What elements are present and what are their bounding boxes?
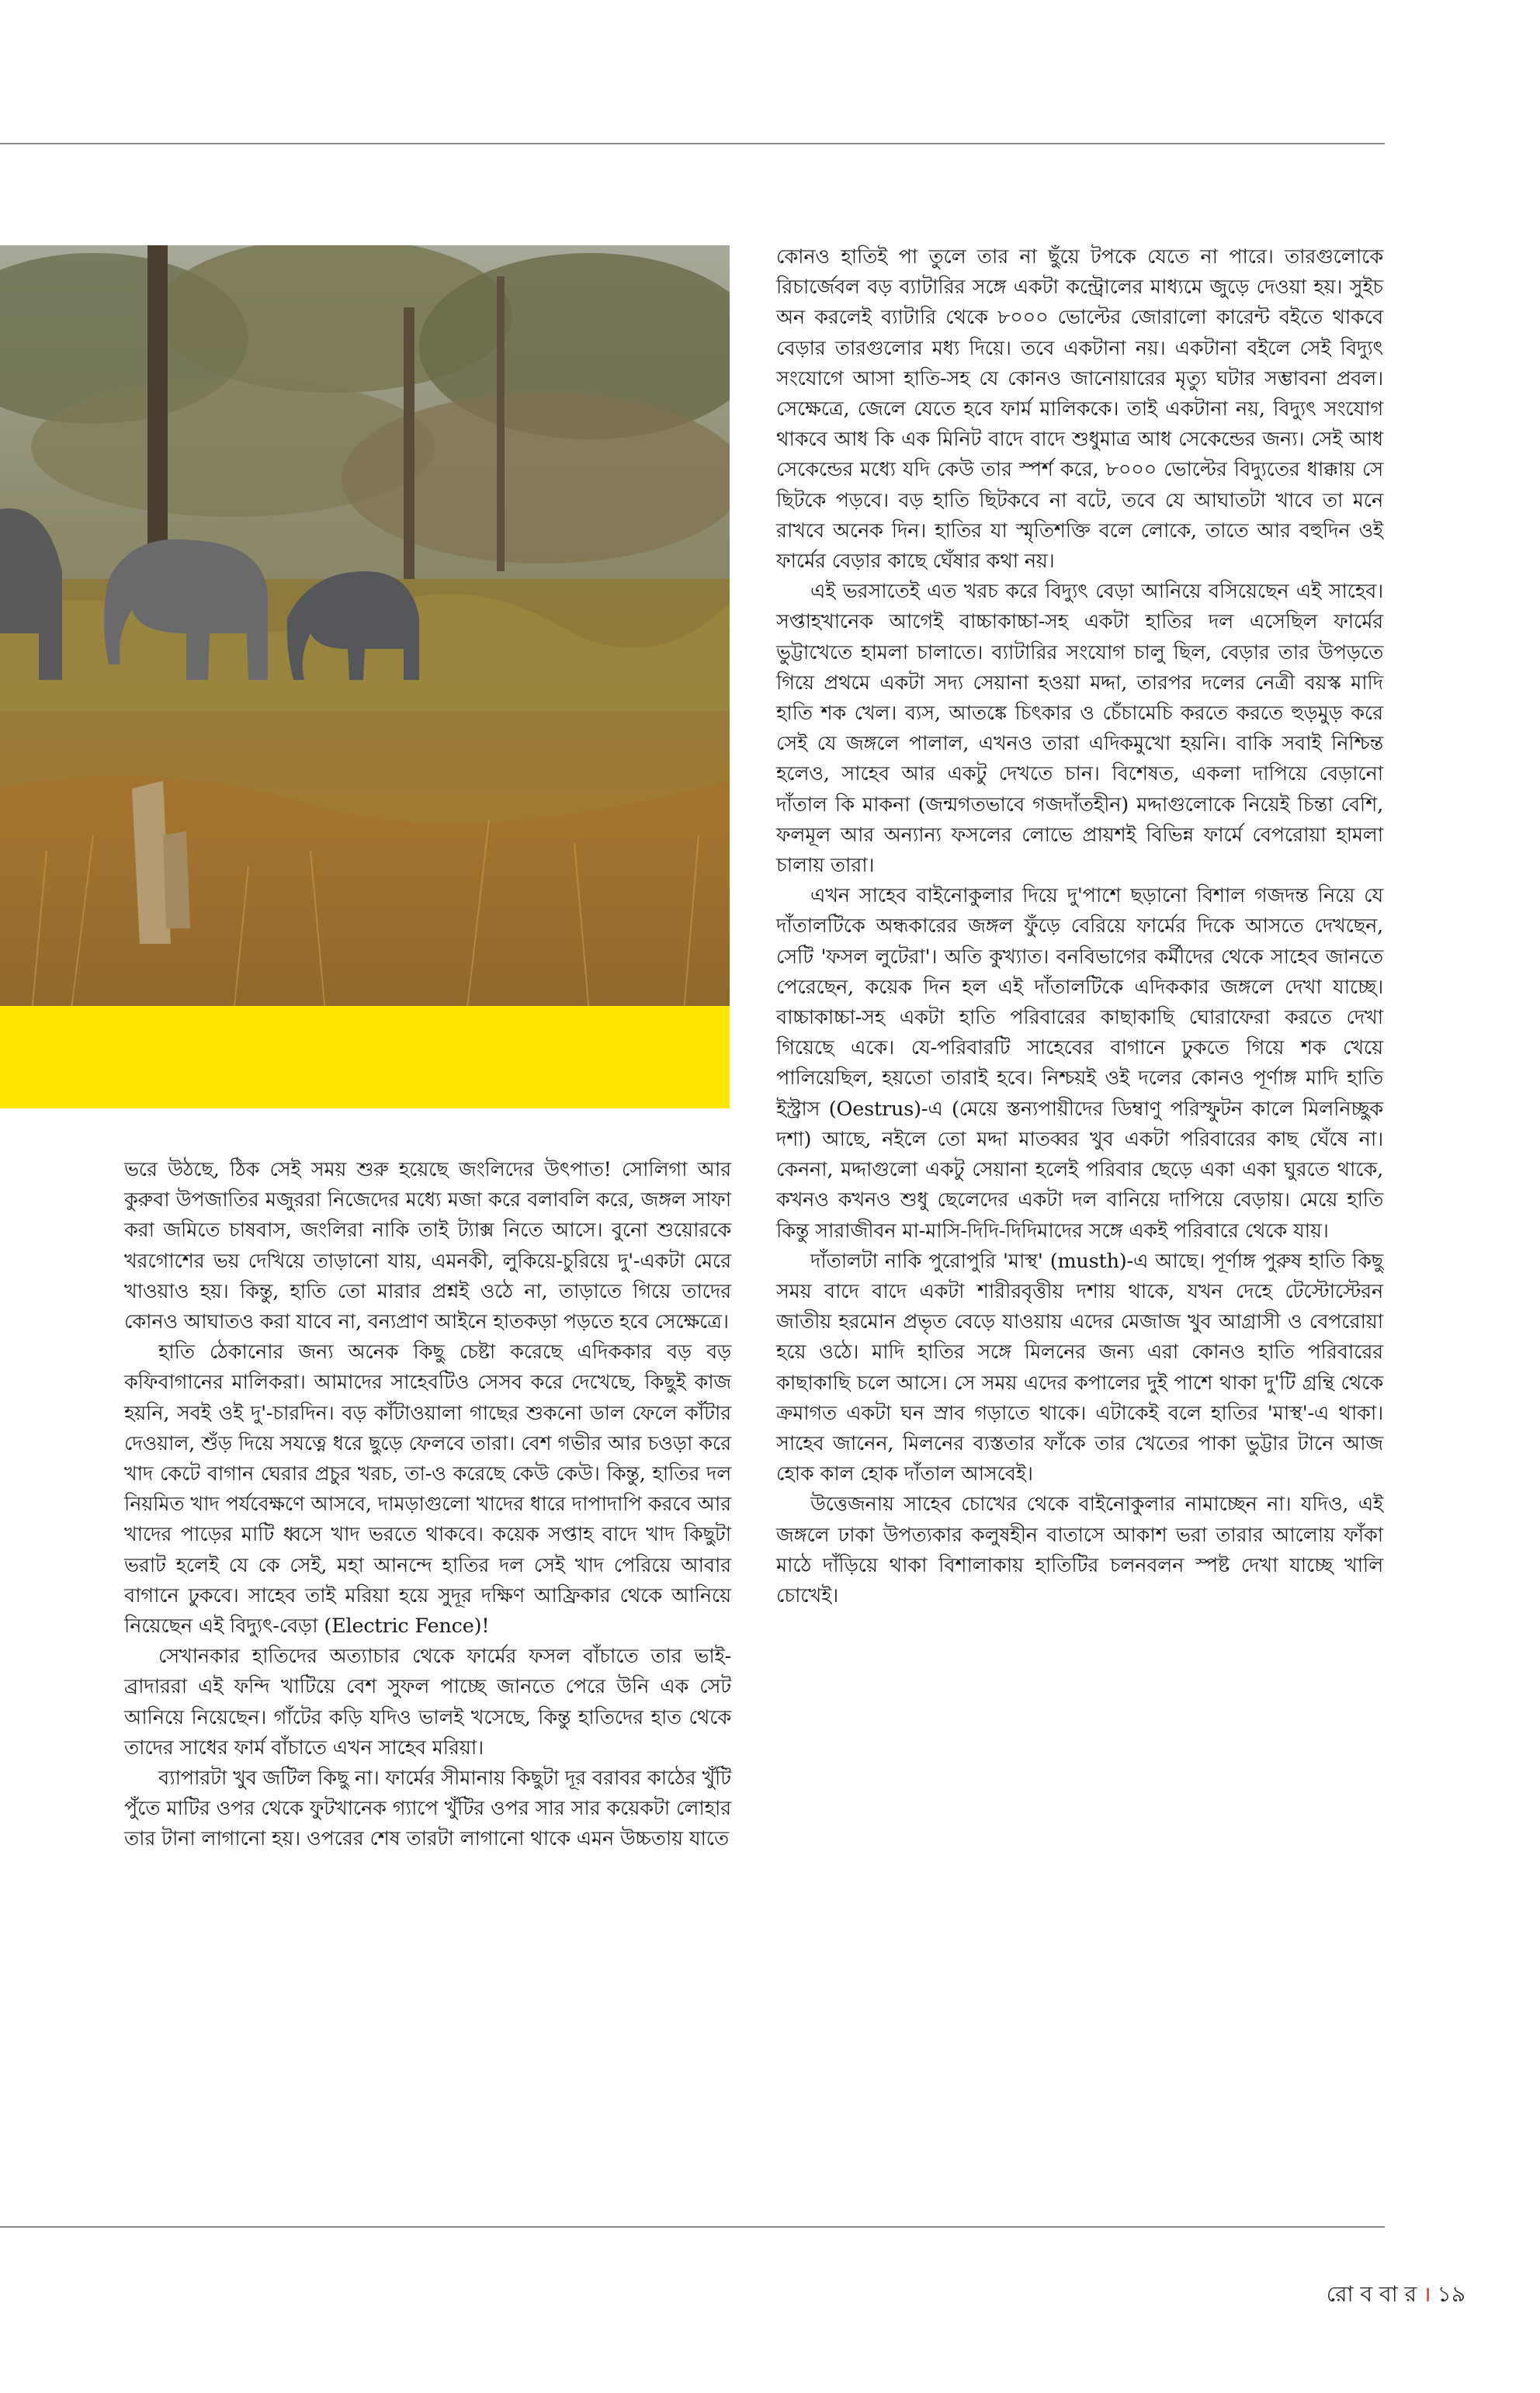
yellow-accent-band: [0, 1006, 730, 1108]
magazine-name: রো ব বা র: [1326, 2281, 1417, 2307]
folio-separator: ।: [1423, 2281, 1431, 2307]
elephant-herd-photo: [0, 245, 730, 1046]
paragraph: ব্যাপারটা খুব জটিল কিছু না। ফার্মের সীমানায় কিছুটা দূর বরাবর কাঠের খুঁটি পুঁতে মাটির ওপর থেকে ফুটখানেক গ্যাপে খুঁটির ওপর সার সার কয়েকটা লোহার তার টানা লাগানো হয়। ওপরের শেষ তারটা লাগানো থাকে এমন উচ্চতায় যাতে: [124, 1767, 731, 1851]
paragraph: দাঁতালটা নাকি পুরোপুরি 'মাস্থ' (musth)-এ আছে। পূর্ণাঙ্গ পুরুষ হাতি কিছু সময় বাদে বাদে একটা শারীরবৃত্তীয় দশায় থাকে, যখন দেহে টেস্টোস্টেরন জাতীয় হরমোন প্রভৃত বেড়ে যাওয়ায় এদের মেজাজ খুব আগ্রাসী ও বেপরোয়া হয়ে ওঠে। মাদি হাতির সঙ্গে মিলনের জন্য এরা কোনও হাতি পরিবারের কাছাকাছি চলে আসে। সে সময় এদের কপালের দুই পাশে থাকা দু'টি গ্রন্থি থেকে ক্রমাগত একটা ঘন স্রাব গড়াতে থাকে। এটাকেই বলে হাতির 'মাস্থ'-এ থাকা। সাহেব জানেন, মিলনের ব্যস্ততার ফাঁকে তার খেতের পাকা ভুট্টার টানে আজ হোক কাল হোক দাঁতাল আসবেই।: [776, 1249, 1383, 1486]
article-right-column: [776, 242, 1383, 1611]
top-rule: [0, 143, 1385, 144]
paragraph: উত্তেজনায় সাহেব চোখের থেকে বাইনোকুলার নামাচ্ছেন না। যদিও, এই জঙ্গলে ঢাকা উপত্যকার কলুষহীন বাতাসে আকাশ ভরা তারার আলোয় ফাঁকা মাঠে দাঁড়িয়ে থাকা বিশালাকায় হাতিটির চলনবলন স্পষ্ট দেখা যাচ্ছে খালি চোখেই।: [776, 1493, 1383, 1607]
page-folio: [1327, 2277, 1465, 2314]
paragraph: সেখানকার হাতিদের অত্যাচার থেকে ফার্মের ফসল বাঁচাতে তার ভাই-ব্রাদাররা এই ফন্দি খাটিয়ে বেশ সুফল পাচ্ছে জানতে পেরে উনি এক সেট আনিয়ে নিয়েছেন। গাঁটের কড়ি যদিও ভালই খসেছে, কিন্তু হাতিদের হাত থেকে তাদের সাধের ফার্ম বাঁচাতে এখন সাহেব মরিয়া।: [124, 1645, 731, 1760]
paragraph: এই ভরসাতেই এত খরচ করে বিদ্যুৎ বেড়া আনিয়ে বসিয়েছেন এই সাহেব। সপ্তাহখানেক আগেই বাচ্চাকাচ্চা-সহ একটা হাতির দল এসেছিল ফার্মের ভুট্টাখেতে হামলা চালাতে। ব্যাটারির সংযোগ চালু ছিল, বেড়ার তার উপড়তে গিয়ে প্রথমে একটা সদ্য সেয়ানা হওয়া মদ্দা, তারপর দলের নেত্রী বয়স্ক মাদি হাতি শক খেল। ব্যস, আতঙ্কে চিৎকার ও চেঁচামেচি করতে করতে হুড়মুড় করে সেই যে জঙ্গলে পালাল, এখনও তারা এদিকমুখো হয়নি। বাকি সবাই নিশ্চিন্ত হলেও, সাহেব আর একটু দেখতে চান। বিশেষত, একলা দাপিয়ে বেড়ানো দাঁতাল কি মাকনা (জন্মগতভাবে গজদাঁতহীন) মদ্দাগুলোকে নিয়েই চিন্তা বেশি, ফলমূল আর অন্যান্য ফসলের লোভে প্রায়শই বিভিন্ন ফার্মে বেপরোয়া হামলা চালায় তারা।: [776, 580, 1383, 878]
bottom-rule: [0, 2226, 1385, 2228]
paragraph: এখন সাহেব বাইনোকুলার দিয়ে দু'পাশে ছড়ানো বিশাল গজদন্ত নিয়ে যে দাঁতালটিকে অন্ধকারের জঙ্গল ফুঁড়ে বেরিয়ে ফার্মের দিকে আসতে দেখছেন, সেটি 'ফসল লুটেরা'। অতি কুখ্যাত। বনবিভাগের কর্মীদের থেকে সাহেব জানতে পেরেছেন, কয়েক দিন হল এই দাঁতালটিকে এদিককার জঙ্গলে দেখা যাচ্ছে। বাচ্চাকাচ্চা-সহ একটা হাতি পরিবারের কাছাকাছি ঘোরাফেরা করতে দেখা গিয়েছে একে। যে-পরিবারটি সাহেবের বাগানে ঢুকতে গিয়ে শক খেয়ে পালিয়েছিল, হয়তো তারাই হবে। নিশ্চয়ই ওই দলের কোনও পূর্ণাঙ্গ মাদি হাতি ইস্ট্রাস (Oestrus)-এ (মেয়ে স্তন্যপায়ীদের ডিম্বাণু পরিস্ফুটন কালে মিলনিচ্ছুক দশা) আছে, নইলে তো মদ্দা মাতব্বর খুব একটা পরিবারের কাছ ঘেঁষে না। কেননা, মদ্দাগুলো একটু সেয়ানা হলেই পরিবার ছেড়ে একা একা ঘুরতে থাকে, কখনও কখনও শুধু ছেলেদের একটা দল বানিয়ে দাপিয়ে বেড়ায়। মেয়ে হাতি কিন্তু সারাজীবন মা-মাসি-দিদি-দিদিমাদের সঙ্গে একই পরিবারে থেকে যায়।: [776, 884, 1383, 1243]
paragraph: কোনও হাতিই পা তুলে তার না ছুঁয়ে টপকে যেতে না পারে। তারগুলোকে রিচার্জেবল বড় ব্যাটারির সঙ্গে একটা কন্ট্রোলের মাধ্যমে জুড়ে দেওয়া হয়। সুইচ অন করলেই ব্যাটারি থেকে ৮০০০ ভোল্টের জোরালো কারেন্ট বইতে থাকবে বেড়ার তারগুলোর মধ্য দিয়ে। তবে একটানা নয়। একটানা বইলে সেই বিদ্যুৎ সংযোগে আসা হাতি-সহ যে কোনও জানোয়ারের মৃত্যু ঘটার সম্ভাবনা প্রবল। সেক্ষেত্রে, জেলে যেতে হবে ফার্ম মালিককে। তাই একটানা নয়, বিদ্যুৎ সংযোগ থাকবে আধ কি এক মিনিট বাদে বাদে শুধুমাত্র আধ সেকেন্ডের জন্য। সেই আধ সেকেন্ডের মধ্যে যদি কেউ তার স্পর্শ করে, ৮০০০ ভোল্টের বিদ্যুতের ধাক্কায় সে ছিটকে পড়বে। বড় হাতি ছিটকবে না বটে, তবে যে আঘাতটা খাবে তা মনে রাখবে অনেক দিন। হাতির যা স্মৃতিশক্তি বলে লোকে, তাতে আর বহুদিন ওই ফার্মের বেড়ার কাছে ঘেঁষার কথা নয়।: [776, 245, 1383, 574]
article-left-column: [124, 1155, 731, 1855]
paragraph: হাতি ঠেকানোর জন্য অনেক কিছু চেষ্টা করেছে এদিককার বড় বড় কফিবাগানের মালিকরা। আমাদের সাহেবটিও সেসব করে দেখেছে, কিছুই কাজ হয়নি, সবই ওই দু'-চারদিন। বড় কাঁটাওয়ালা গাছের শুকনো ডাল ফেলে কাঁটার দেওয়াল, শুঁড় দিয়ে সযত্নে ধরে ছুড়ে ফেলবে তারা। বেশ গভীর আর চওড়া করে খাদ কেটে বাগান ঘেরার প্রচুর খরচ, তা-ও করেছে কেউ কেউ। কিন্তু, হাতির দল নিয়মিত খাদ পর্যবেক্ষণে আসবে, দামড়াগুলো খাদের ধারে দাপাদাপি করবে আর খাদের পাড়ের মাটি ধ্বসে খাদ ভরতে থাকবে। কয়েক সপ্তাহ বাদে খাদ কিছুটা ভরাট হলেই যে কে সেই, মহা আনন্দে হাতির দল সেই খাদ পেরিয়ে আবার বাগানে ঢুকবে। সাহেব তাই মরিয়া হয়ে সুদূর দক্ষিণ আফ্রিকার থেকে আনিয়ে নিয়েছেন এই বিদ্যুৎ-বেড়া (Electric Fence)!: [124, 1340, 731, 1639]
page-number: ১৯: [1437, 2281, 1465, 2307]
paragraph: ভরে উঠছে, ঠিক সেই সময় শুরু হয়েছে জংলিদের উৎপাত! সোলিগা আর কুরুবা উপজাতির মজুররা নিজেদের মধ্যে মজা করে বলাবলি করে, জঙ্গল সাফা করা জমিতে চাষবাস, জংলিরা নাকি তাই ট্যাক্স নিতে আসে। বুনো শুয়োরকে খরগোশের ভয় দেখিয়ে তাড়ানো যায়, এমনকী, লুকিয়ে-চুরিয়ে দু'-একটা মেরে খাওয়াও হয়। কিন্তু, হাতি তো মারার প্রশ্নই ওঠে না, তাড়াতে গিয়ে তাদের কোনও আঘাতও করা যাবে না, বন্যপ্রাণ আইনে হাতকড়া পড়তে হবে সেক্ষেত্রে।: [124, 1158, 731, 1334]
